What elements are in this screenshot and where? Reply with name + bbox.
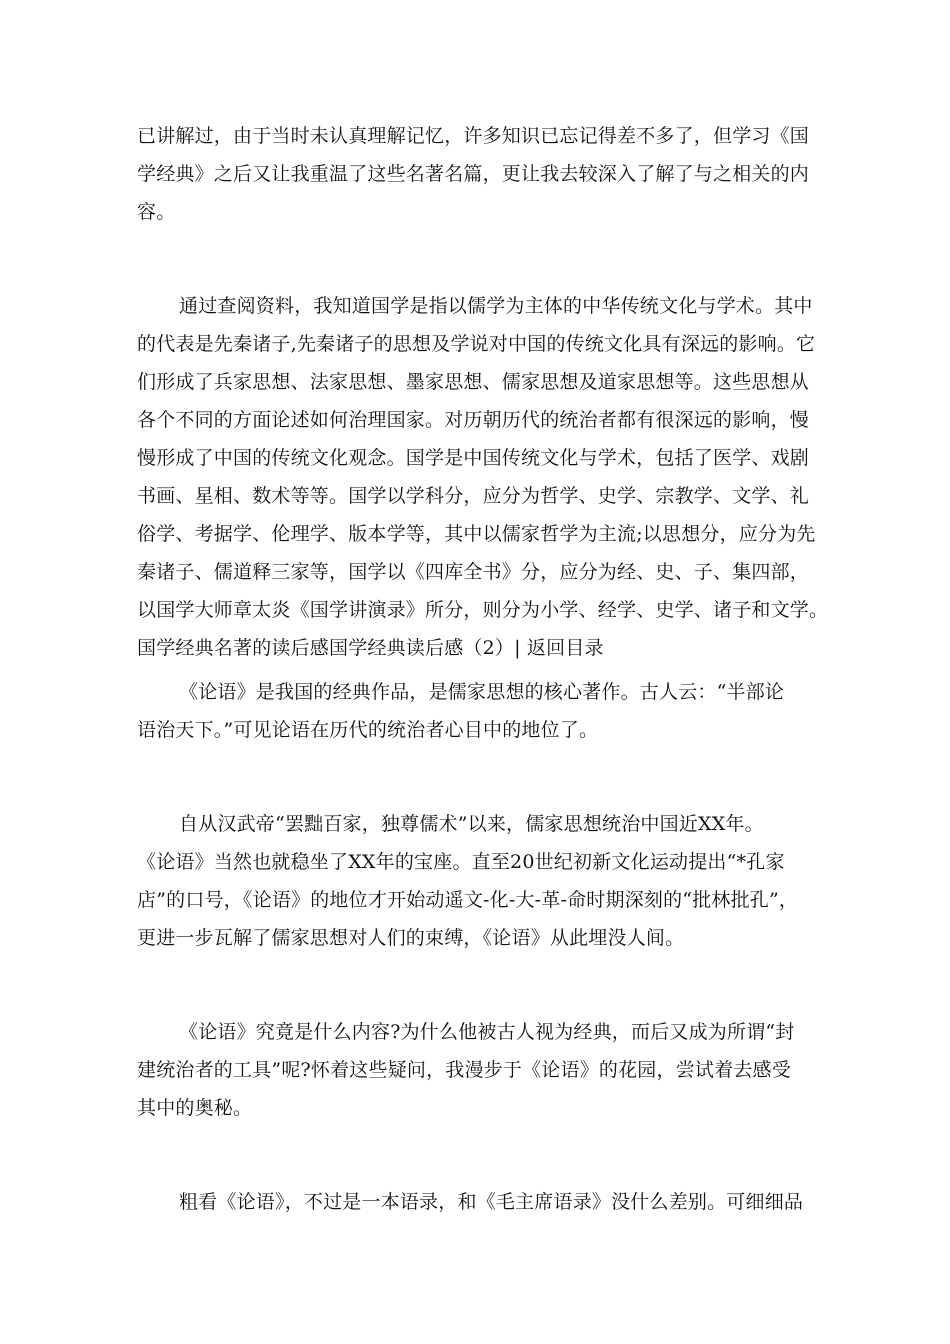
- text-line: 更进一步瓦解了儒家思想对人们的束缚，《论语》从此埋没人间。: [137, 927, 685, 949]
- text-line: 店”的口号，《论语》的地位才开始动遥文-化-大-革-命时期深刻的“批林批孔”，: [137, 889, 799, 911]
- text-line: 通过查阅资料，我知道国学是指以儒学为主体的中华传统文化与学术。其中: [179, 295, 813, 317]
- text-line: 慢形成了中国的传统文化观念。国学是中国传统文化与学术，包括了医学、戏剧: [137, 447, 810, 469]
- text-line: 《论语》是我国的经典作品，是儒家思想的核心著作。古人云：“半部论: [179, 681, 785, 703]
- text-line: 容。: [137, 201, 176, 223]
- text-line: 《论语》究竟是什么内容?为什么他被古人视为经典，而后又成为所谓“封: [179, 1021, 795, 1043]
- text-line: 俗学、考据学、伦理学、版本学等，其中以儒家哲学为主流;以思想分，应分为先: [137, 523, 816, 545]
- text-line: 各个不同的方面论述如何治理国家。对历朝历代的统治者都有很深远的影响，慢: [137, 409, 810, 431]
- text-line: 的代表是先秦诸子,先秦诸子的思想及学说对中国的传统文化具有深远的影响。它: [137, 333, 816, 355]
- text-line: 《论语》当然也就稳坐了XX年的宝座。直至20世纪初新文化运动提出“*孔家: [137, 851, 785, 873]
- text-line: 学经典》之后又让我重温了这些名著名篇，更让我去较深入了解了与之相关的内: [137, 163, 810, 185]
- text-line: 秦诸子、儒道释三家等，国学以《四库全书》分，应分为经、史、子、集四部，: [137, 561, 810, 583]
- text-line: 已讲解过，由于当时未认真理解记忆，许多知识已忘记得差不多了，但学习《国: [137, 125, 810, 147]
- text-line: 自从汉武帝“罢黜百家，独尊儒术”以来，儒家思想统治中国近XX年。: [179, 813, 764, 835]
- text-line: 书画、星相、数术等等。国学以学科分，应分为哲学、史学、宗教学、文学、礼: [137, 485, 810, 507]
- text-line: 语治天下。”可见论语在历代的统治者心目中的地位了。: [137, 719, 599, 741]
- text-line: 建统治者的工具”呢?怀着这些疑问，我漫步于《论语》的花园，尝试着去感受: [137, 1059, 791, 1081]
- text-line: 其中的奥秘。: [137, 1097, 253, 1119]
- text-line: 国学经典名著的读后感国学经典读后感（2）| 返回目录: [137, 637, 604, 659]
- text-line: 们形成了兵家思想、法家思想、墨家思想、儒家思想及道家思想等。这些思想从: [137, 371, 810, 393]
- text-line: 粗看《论语》，不过是一本语录，和《毛主席语录》没什么差别。可细细品: [179, 1191, 804, 1213]
- text-line: 以国学大师章太炎《国学讲演录》所分，则分为小学、经学、史学、诸子和文学。: [137, 599, 829, 621]
